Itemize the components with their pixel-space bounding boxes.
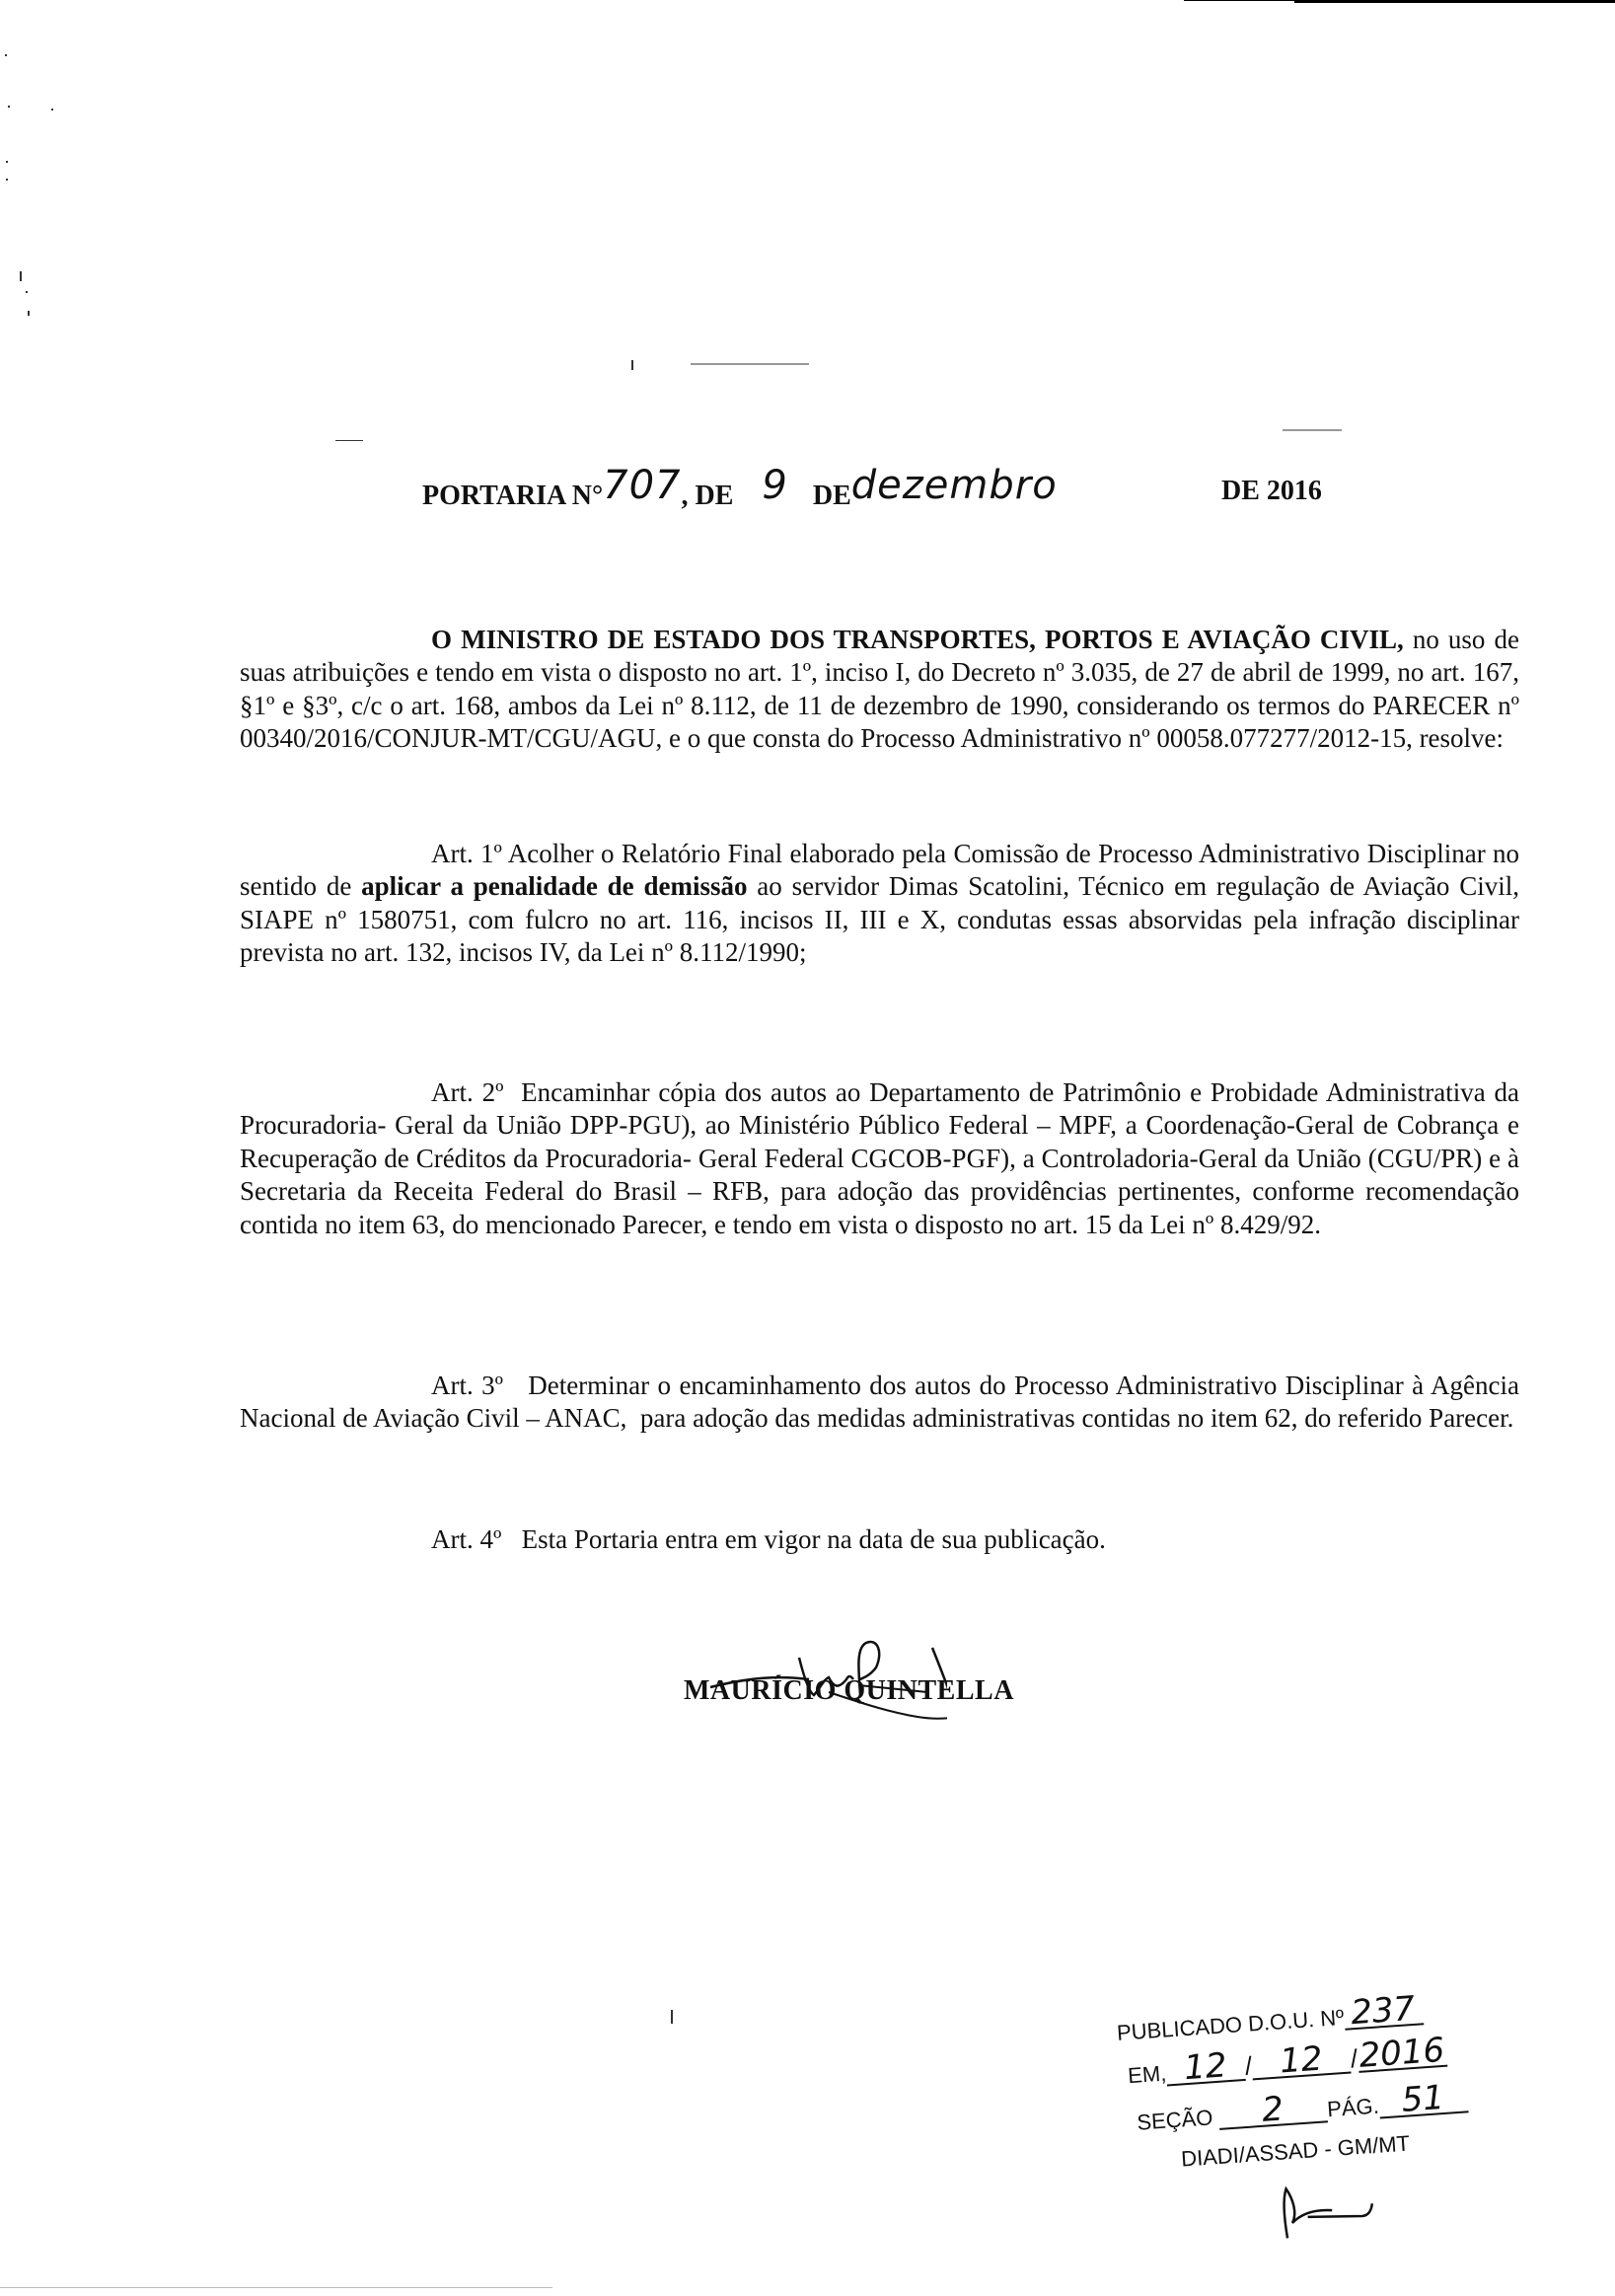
article-text: ao servidor Dimas Scatolini, Técnico em regulação de Aviação Civil, SIAPE nº 1580751, com fulcro no art. 116, incisos II, III e X, condutas essas absorvidas pela infração disciplinar prevista no art. 132, incisos IV, da Lei nº 8.112/1990;: [240, 871, 1519, 968]
stamp-sep: /: [1349, 2043, 1359, 2074]
preamble-text: no uso de suas atribuições e tendo em vista o disposto no art. 1º, inciso I, do Decreto nº 3.035, de 27 de abril de 1999, no art. 167, §1º e §3º, c/c o art. 168, ambos da Lei nº 8.112, de 11 de dezembro de 1990, considerando os termos do PARECER nº 00340/2016/CONJUR-MT/CGU/AGU, e o que consta do Processo Administrativo nº 00058.077277/2012-15, resolve:: [240, 625, 1520, 754]
stamp-line-date: [1127, 2030, 1447, 2090]
scan-noise: [26, 291, 28, 293]
article-label: Art. 2º: [431, 1077, 504, 1107]
handwritten-month: dezembro: [850, 463, 1058, 508]
signer-name: MAURÍCIO QUINTELLA: [684, 1675, 1014, 1706]
article-label: Art. 3º: [431, 1370, 504, 1400]
scan-noise: [28, 311, 30, 316]
stamp-page-label: PÁG.: [1326, 2093, 1380, 2122]
scan-noise: [6, 161, 8, 163]
scan-noise: [6, 179, 8, 181]
scan-noise: [671, 2010, 673, 2024]
stamp-month: 12: [1251, 2042, 1352, 2081]
article-label: Art. 4º: [431, 1524, 502, 1554]
stamp-office: DIADI/ASSAD - GM/MT: [1180, 2130, 1411, 2172]
scan-noise: [8, 106, 10, 108]
scan-noise: [691, 363, 809, 365]
article-text: Encaminhar cópia dos autos ao Departamento de Patrimônio e Probidade Administrativa da Procuradoria- Geral da União DPP-PGU), ao Ministério Público Federal – MPF, a Coordenação-Geral de Cobrança e Recuperação de Créditos da Procuradoria- Geral Federal CGCOB-PGF), a Controladoria-Geral da União (CGU/PR) e à Secretaria da Receita Federal do Brasil – RFB, para adoção das providências pertinentes, conforme recomendação contida no item 63, do mencionado Parecer, e tendo em vista o disposto no art. 15 da Lei nº 8.429/92.: [240, 1077, 1526, 1239]
scan-edge-line: [1184, 0, 1294, 1]
stamp-day: 12: [1165, 2049, 1246, 2087]
handwritten-day: 9: [762, 463, 788, 508]
scan-noise: [631, 360, 633, 370]
stamp-sep: /: [1243, 2050, 1254, 2081]
scan-noise: [1283, 429, 1342, 431]
preamble: [240, 624, 1519, 756]
stamp-page: 51: [1377, 2081, 1468, 2118]
scan-noise: [335, 440, 363, 441]
preamble-authority: O MINISTRO DE ESTADO DOS TRANSPORTES, PORTOS E AVIAÇÃO CIVIL,: [431, 625, 1404, 654]
stamp-year: 2016: [1358, 2030, 1446, 2076]
article-text: Determinar o encaminhamento dos autos do Processo Administrativo Disciplinar à Agência Nacional de Aviação Civil – ANAC, para adoção das medidas administrativas contidas no item 62, do referido Parecer.: [240, 1370, 1526, 1434]
stamp-line-section: [1136, 2077, 1468, 2135]
handwritten-number: 707: [603, 463, 682, 508]
article-emphasis: aplicar a penalidade de demissão: [361, 871, 748, 902]
article-text: Esta Portaria entra em vigor na data de sua publicação.: [501, 1524, 1106, 1554]
stamp-initials-signature: [1276, 2177, 1388, 2244]
title-prefix: PORTARIA N°: [422, 481, 604, 511]
handwritten-signature: [691, 1618, 947, 1727]
stamp-date-label: EM,: [1127, 2060, 1168, 2089]
stamp-dou-label: PUBLICADO D.O.U. Nº: [1116, 2004, 1345, 2045]
scan-noise: [20, 271, 22, 281]
article-3: [240, 1370, 1526, 1436]
scan-noise: [0, 2287, 552, 2288]
stamp-edition: 237: [1343, 1993, 1424, 2031]
publication-stamp: [1115, 1974, 1546, 2259]
scan-edge-line: [1294, 0, 1615, 3]
stamp-section: 2: [1217, 2091, 1328, 2130]
title-de: , DE: [681, 481, 734, 511]
article-text: Acolher o Relatório Final elaborado pela Comissão de Processo Administrativo Disciplinar no sentido de: [240, 839, 1519, 902]
title-year: DE 2016: [1221, 476, 1322, 506]
scan-noise: [5, 54, 7, 56]
page-title: [422, 463, 1058, 516]
title-de: DE: [812, 481, 851, 511]
article-1: [240, 838, 1519, 970]
stamp-section-label: SEÇÃO: [1136, 2105, 1214, 2135]
scan-noise: [51, 109, 53, 111]
article-2: [240, 1076, 1526, 1241]
article-4: [240, 1523, 1519, 1556]
article-label: Art. 1º: [431, 839, 502, 868]
